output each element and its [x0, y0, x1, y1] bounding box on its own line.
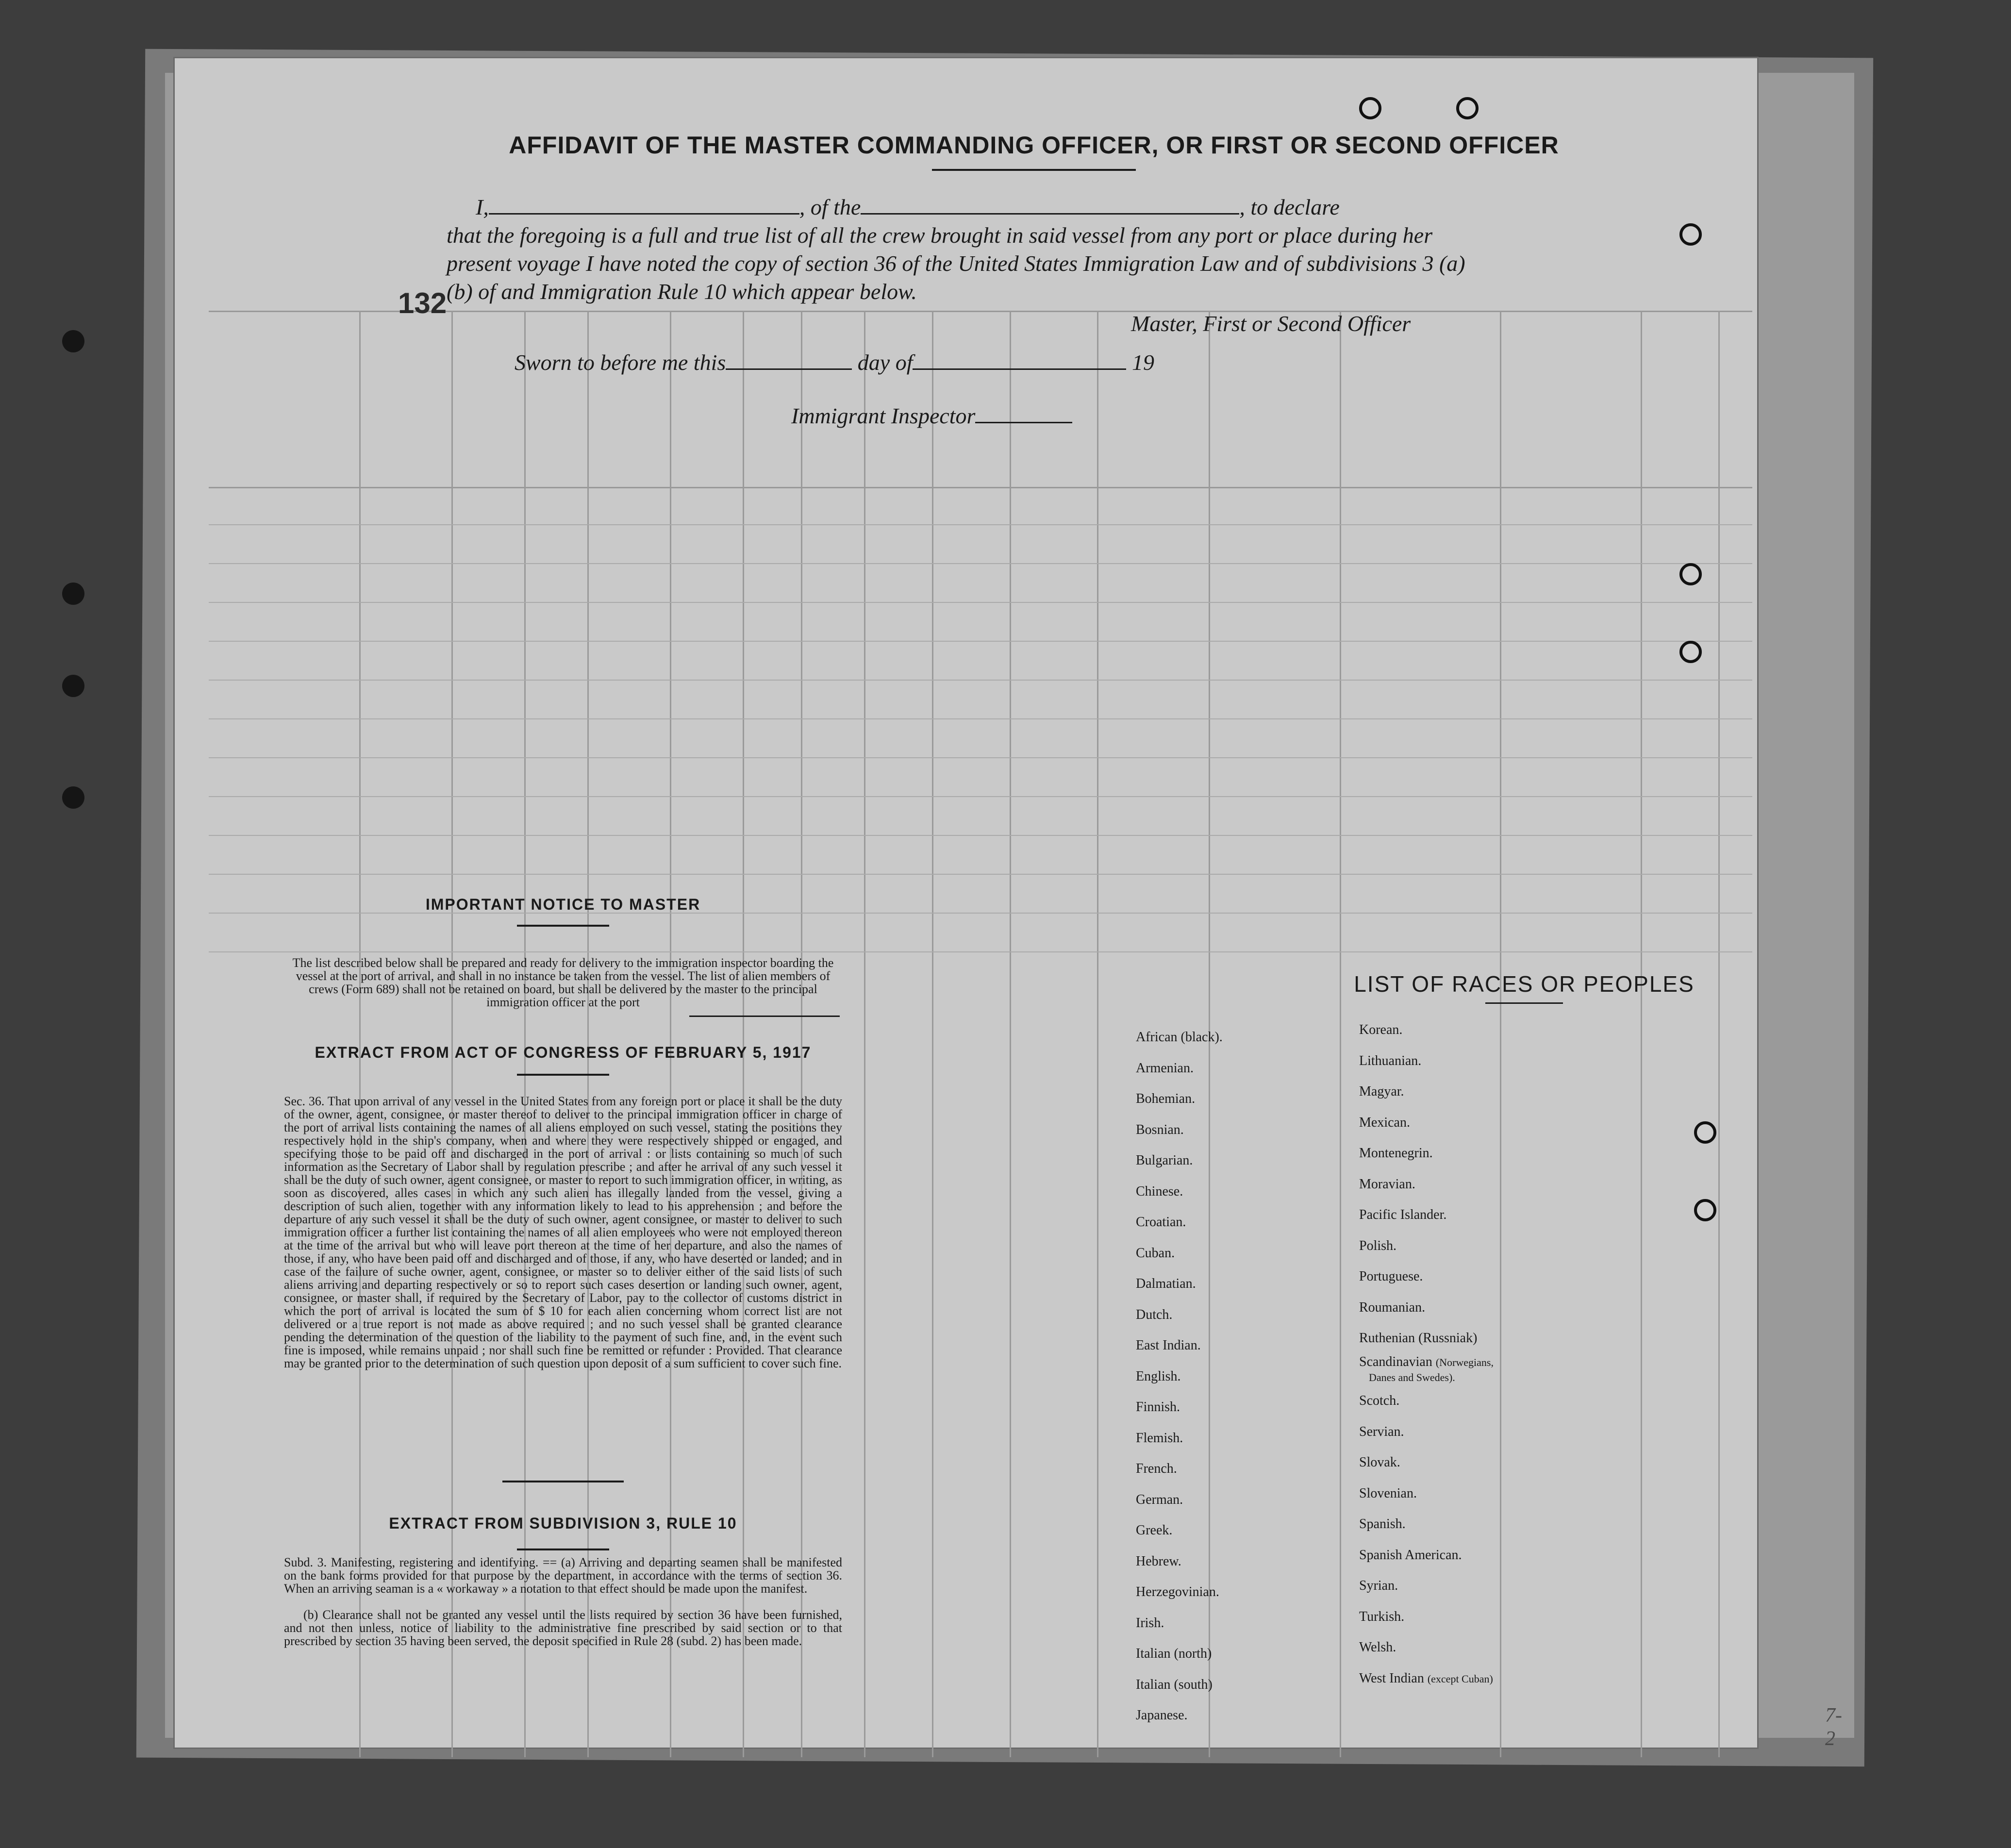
bleed-through-row: [209, 835, 1752, 836]
bleed-through-column: [1340, 311, 1341, 1757]
race-item: Bulgarian.: [1136, 1153, 1193, 1168]
race-item: Polish.: [1359, 1238, 1397, 1253]
race-item: Finnish.: [1136, 1399, 1180, 1415]
month-blank[interactable]: [913, 368, 1126, 370]
race-item: Dutch.: [1136, 1307, 1173, 1322]
race-item: Spanish.: [1359, 1516, 1406, 1532]
race-item: Magyar.: [1359, 1084, 1404, 1099]
affidavit-i: I,: [476, 195, 489, 219]
race-item: Spanish American.: [1359, 1547, 1462, 1563]
race-item: Ruthenian (Russniak): [1359, 1331, 1478, 1346]
race-item: French.: [1136, 1461, 1177, 1476]
race-item: Japanese.: [1136, 1708, 1188, 1723]
binder-hole: [62, 583, 84, 605]
name-blank[interactable]: [489, 213, 799, 215]
race-item: Roumanian.: [1359, 1299, 1426, 1315]
race-item: Dalmatian.: [1136, 1276, 1196, 1291]
page-hole: [1679, 223, 1702, 246]
race-item: Korean.: [1359, 1022, 1403, 1037]
bleed-through-row: [209, 874, 1752, 875]
race-item: English.: [1136, 1368, 1181, 1384]
act-rule: [517, 1074, 609, 1076]
bleed-through-column: [1097, 311, 1098, 1757]
bleed-through-column: [801, 311, 802, 1757]
day-of-text: day of: [857, 350, 913, 375]
bleed-through-table-header: [209, 311, 1752, 488]
race-item: Chinese.: [1136, 1183, 1183, 1199]
races-right-column: [1359, 1015, 1494, 1694]
race-item: East Indian.: [1136, 1338, 1201, 1353]
bleed-through-row: [209, 757, 1752, 758]
race-item: Cuban.: [1136, 1245, 1175, 1261]
bleed-through-column: [1718, 311, 1720, 1757]
year-prefix: 19: [1131, 350, 1154, 375]
race-item: Portuguese.: [1359, 1269, 1423, 1284]
race-item: Armenian.: [1136, 1060, 1194, 1076]
race-item: Mexican.: [1359, 1115, 1410, 1130]
bleed-through-column: [743, 311, 744, 1757]
margin-note: 7-2: [1825, 1704, 1842, 1750]
bleed-through-column: [359, 311, 361, 1757]
race-item: German.: [1136, 1492, 1183, 1507]
bleed-through-column: [932, 311, 933, 1757]
race-item: Greek.: [1136, 1523, 1173, 1538]
page-hole: [1679, 641, 1702, 663]
race-item: Montenegrin.: [1359, 1146, 1433, 1161]
race-item: Croatian.: [1136, 1215, 1186, 1230]
affidavit-title: AFFIDAVIT OF THE MASTER COMMANDING OFFICER, OR FIRST OR SECOND OFFICER: [509, 132, 1559, 159]
bleed-through-row: [209, 680, 1752, 681]
race-scandinavian-note: (Norwegians,: [1435, 1356, 1494, 1368]
sworn-line: [515, 350, 1154, 375]
act-heading: EXTRACT FROM ACT OF CONGRESS OF FEBRUARY 5, 1917: [315, 1044, 812, 1061]
race-west-indian: West Indian: [1359, 1670, 1424, 1686]
race-item: Italian (south): [1136, 1677, 1213, 1692]
page-hole: [1456, 97, 1479, 119]
act-text: Sec. 36. That upon arrival of any vessel in the United States from any foreign port or place it shall be the duty of the owner, agent, consignee, or master thereof to deliver to the principal immigration officer in charge of the port of arrival lists containing the names of all aliens employed on such vessel, stating the positions they respectively hold in the ship's company, when and where they were respectively shipped or engaged, and specifying those to be paid off and discharged in the port of arrival : or lists containing so much of such information as the Secretary of Labor shall by regulation prescribe ; and after he arrival of any such vessel it shall be the duty of such owner, agent consignee, or master to report to such immigration officer, in writing, as soon as discovered, alles cases in which any such alien has illegally landed from the vessel, giving a description of such alien, together with any information likely to lead to his apprehension ; and before the departure of any such vessel it shall be the duty of such owner, agent consignee, or master to deliver to such immigration officer a further list containing the names of all alien employees who were not employed thereon at the time of the arrival but who will leave port thereon at the time of her departure, and also the names of those, if any, who have been paid off and discharged and of those, if any, who have deserted or landed; and in case of the failure of suche owner, agent, consignee, or master so to deliver either of the said lists of such aliens arriving and departing respectively or so to report such cases desertion or landing such owner, agent, consignee, or master shall, if required by the Secretary of Labor, pay to the collector of customs district in which the port of arrival is located the sum of $ 10 for each alien concerning whom correct list are not delivered or a true report is not made as above required ; and no such vessel shall be granted clearance pending the determination of the question of the liability to the payment of such fine, and, in the event such fine is imposed, while remains unpaid ; nor shall such fine be remitted or refunder : Provided. That clearance may be granted prior to the determination of such question upon deposit of a sum sufficient to cover such fine.: [284, 1094, 842, 1370]
affidavit-line-1: [476, 194, 1340, 220]
race-item: Turkish.: [1359, 1609, 1405, 1624]
day-blank[interactable]: [726, 368, 852, 370]
race-item: Herzegovinian.: [1136, 1584, 1219, 1599]
race-item: African (black).: [1136, 1030, 1223, 1045]
race-item: Irish.: [1136, 1615, 1164, 1631]
bleed-through-row: [209, 951, 1752, 952]
bleed-through-row: [209, 796, 1752, 797]
bleed-through-column: [670, 311, 671, 1757]
race-scandinavian-note2: Danes and Swedes).: [1369, 1371, 1455, 1383]
bleed-through-column: [1641, 311, 1642, 1757]
binder-hole: [62, 786, 84, 809]
rule-heading: EXTRACT FROM SUBDIVISION 3, RULE 10: [389, 1515, 737, 1532]
rule-rule: [517, 1548, 609, 1550]
notice-heading: IMPORTANT NOTICE TO MASTER: [425, 896, 701, 913]
races-heading: LIST OF RACES OR PEOPLES: [1354, 971, 1695, 997]
page-hole: [1359, 97, 1381, 119]
affidavit-line-4: (b) of and Immigration Rule 10 which appear below.: [447, 279, 917, 304]
bleed-through-column: [1010, 311, 1011, 1757]
race-item: Welsh.: [1359, 1640, 1396, 1655]
rule-text-a: Subd. 3. Manifesting, registering and identifying. == (a) Arriving and departing seamen shall be manifested on the bank forms provided for that purpose by the department, in accordance with the terms of section 36. When an arriving seaman is a « workaway » a notation to that effect should be made upon the manifest.: [284, 1555, 842, 1596]
bleed-through-column: [451, 311, 453, 1757]
bleed-through-row: [209, 524, 1752, 525]
inspector-text: Immigrant Inspector: [791, 403, 976, 428]
bleed-through-row: [209, 602, 1752, 603]
bleed-through-row: [209, 718, 1752, 719]
inspector-line: [791, 403, 1072, 429]
vessel-blank[interactable]: [861, 213, 1239, 215]
race-item: Syrian.: [1359, 1578, 1398, 1593]
bleed-through-column: [864, 311, 865, 1757]
affidavit-line-3: present voyage I have noted the copy of section 36 of the United States Immigration Law and of subdivisions 3 (a): [447, 251, 1465, 276]
race-item: Italian (north): [1136, 1646, 1212, 1661]
page-hole: [1679, 563, 1702, 585]
bleed-through-column: [524, 311, 526, 1757]
bleed-through-column: [1500, 311, 1501, 1757]
page-hole: [1694, 1121, 1716, 1144]
page-hole: [1694, 1199, 1716, 1221]
race-west-indian-note: (except Cuban): [1427, 1672, 1493, 1685]
notice-text: The list described below shall be prepared and ready for delivery to the immigration inspector boarding the vessel at the port of arrival, and shall in no instance be taken from the vessel. The list of alien members of crews (Form 689) shall not be retained on board, but shall be delivered by the master to the principal immigration officer at the port: [292, 956, 834, 1009]
notice-rule: [517, 925, 609, 927]
notice-end-rule: [689, 1016, 840, 1017]
rule-text-b: (b) Clearance shall not be granted any vessel until the lists required by section 36 have been furnished, and not then unless, notice of liability to the administrative fine prescribed by said section or to that prescribed by section 35 having been served, the deposit specified in Rule 28 (subd. 2) has been made.: [284, 1608, 842, 1648]
binder-hole: [62, 675, 84, 697]
race-item: Slovenian.: [1359, 1485, 1417, 1501]
race-item: Scotch.: [1359, 1393, 1400, 1408]
race-item-scandinavian: [1359, 1354, 1494, 1386]
race-item: Moravian.: [1359, 1176, 1415, 1192]
affidavit-of-the: , of the: [799, 195, 861, 219]
inspector-blank[interactable]: [975, 422, 1072, 423]
race-item: Lithuanian.: [1359, 1053, 1422, 1068]
race-item: Servian.: [1359, 1424, 1404, 1439]
races-left-column: [1136, 1022, 1223, 1731]
manifest-page: [175, 58, 1842, 1750]
affidavit-title-rule: [932, 169, 1136, 171]
race-item: Pacific Islander.: [1359, 1207, 1447, 1222]
race-scandinavian: Scandinavian: [1359, 1354, 1432, 1369]
races-rule: [1485, 1002, 1563, 1004]
race-item-west-indian: [1359, 1663, 1494, 1694]
race-item: Bohemian.: [1136, 1091, 1196, 1106]
bleed-through-row: [209, 641, 1752, 642]
bleed-through-column: [587, 311, 589, 1757]
stamp-number: 132: [398, 287, 447, 319]
sworn-text: Sworn to before me this: [515, 350, 726, 375]
rule-top-rule: [502, 1481, 624, 1482]
race-item: Flemish.: [1136, 1430, 1183, 1446]
binder-hole: [62, 330, 84, 352]
bleed-through-row: [209, 563, 1752, 564]
signature-label: Master, First or Second Officer: [1131, 311, 1411, 336]
affidavit-to-declare: , to declare: [1239, 195, 1340, 219]
race-item: Slovak.: [1359, 1455, 1400, 1470]
affidavit-line-2: that the foregoing is a full and true list of all the crew brought in said vessel from any port or place during her: [447, 223, 1433, 248]
race-item: Hebrew.: [1136, 1553, 1181, 1569]
race-item: Bosnian.: [1136, 1122, 1184, 1137]
